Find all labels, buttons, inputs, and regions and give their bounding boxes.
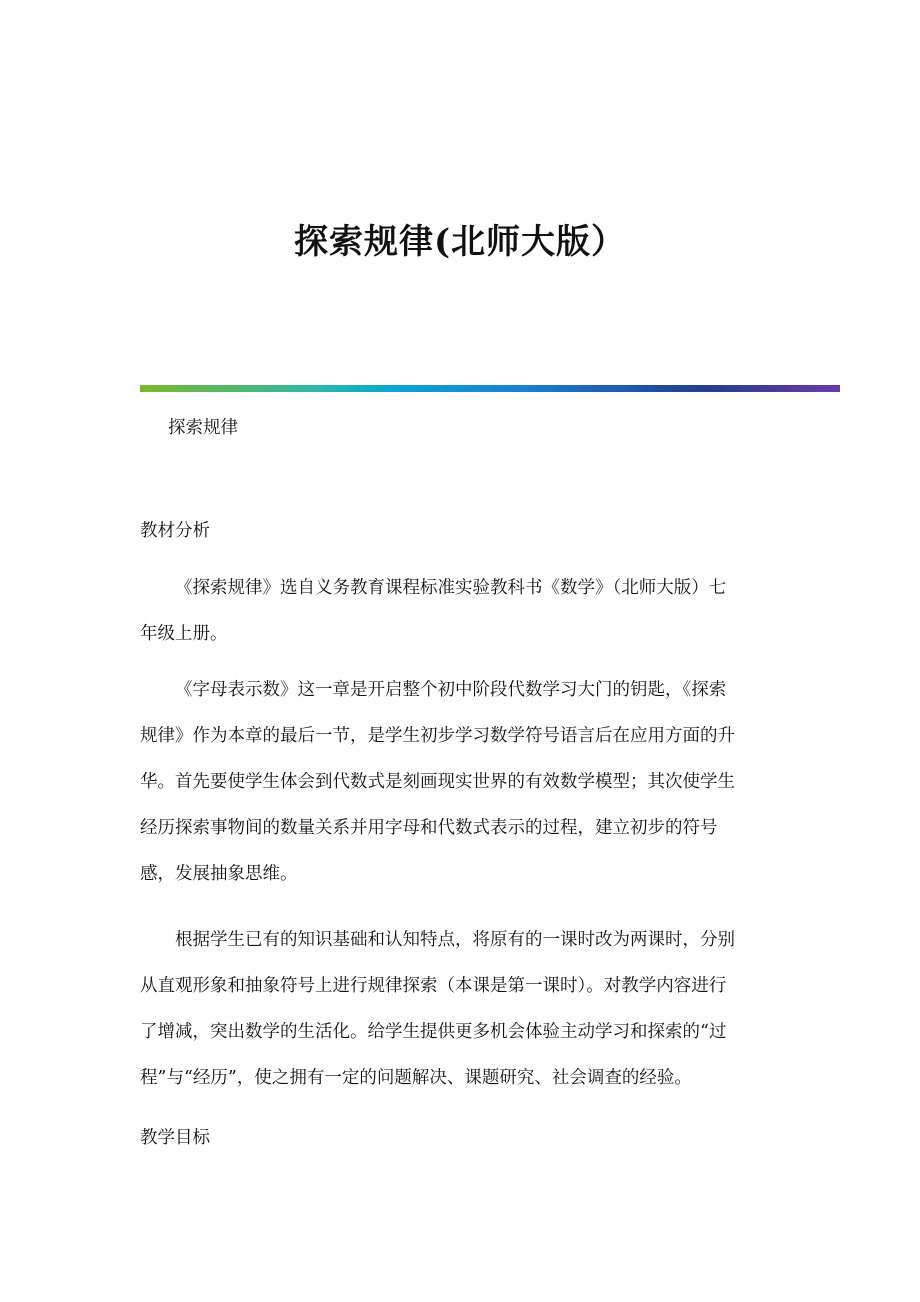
- section-heading-goals: 教学目标: [140, 1128, 210, 1148]
- paragraph-line: 华。首先要使学生体会到代数式是刻画现实世界的有效数学模型；其次使学生: [140, 772, 735, 792]
- section-heading-material: 教材分析: [140, 521, 210, 541]
- paragraph-line: 年级上册。: [140, 624, 228, 644]
- paragraph-line: 程”与“经历”，使之拥有一定的问题解决、课题研究、社会调查的经验。: [140, 1068, 692, 1088]
- document-title: 探索规律(北师大版）: [293, 222, 627, 262]
- paragraph-line: 根据学生已有的知识基础和认知特点，将原有的一课时改为两课时，分别: [175, 930, 735, 950]
- paragraph-line: 《字母表示数》这一章是开启整个初中阶段代数学习大门的钥匙，《探索: [175, 680, 727, 700]
- paragraph-line: 从直观形象和抽象符号上进行规律探索（本课是第一课时）。对教学内容进行: [140, 976, 727, 996]
- subtitle: 探索规律: [168, 418, 238, 438]
- paragraph-line: 《探索规律》选自义务教育课程标准实验教科书《数学》（北师大版）七: [175, 578, 727, 598]
- paragraph-line: 感，发展抽象思维。: [140, 864, 298, 884]
- paragraph-line: 了增减，突出数学的生活化。给学生提供更多机会体验主动学习和探索的“过: [140, 1022, 727, 1042]
- gradient-divider: [140, 385, 840, 392]
- paragraph-line: 规律》作为本章的最后一节，是学生初步学习数学符号语言后在应用方面的升: [140, 726, 735, 746]
- paragraph-line: 经历探索事物间的数量关系并用字母和代数式表示的过程，建立初步的符号: [140, 818, 718, 838]
